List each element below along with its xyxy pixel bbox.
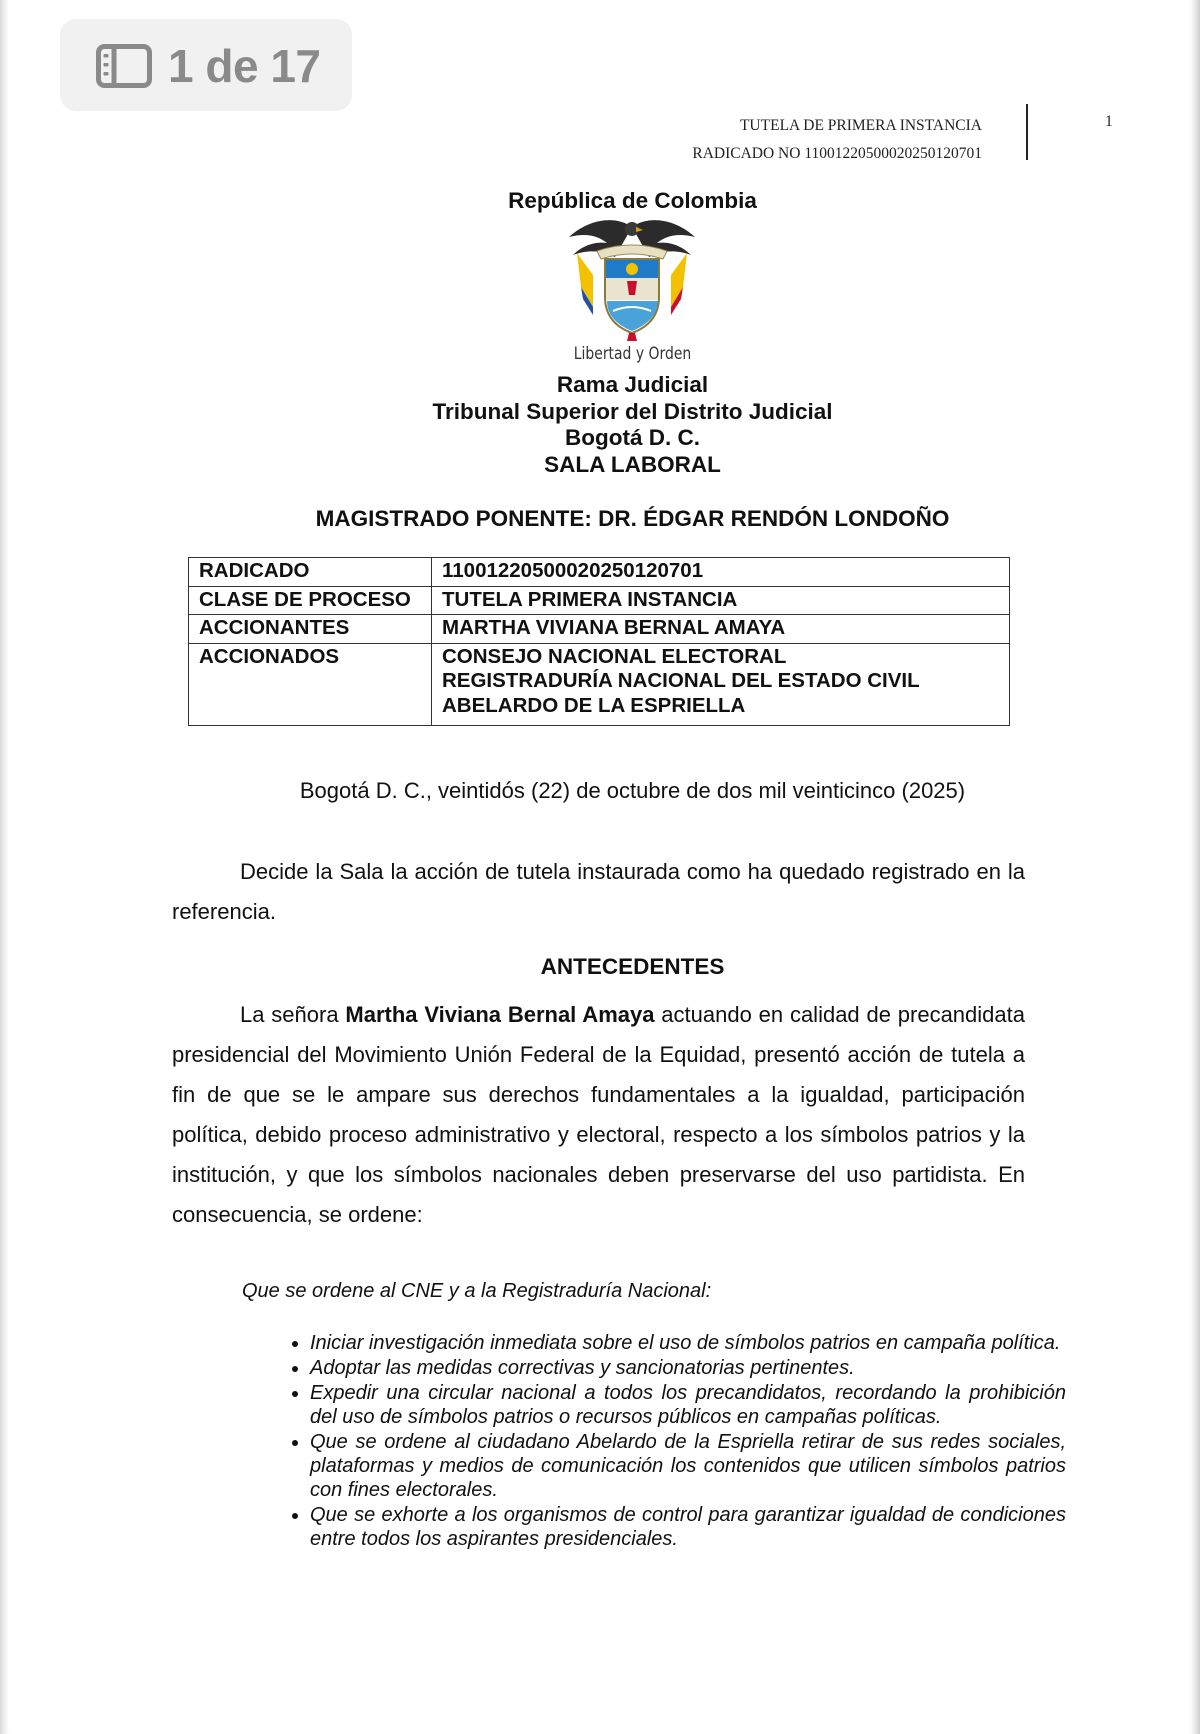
table-row [189,558,1010,587]
list-item: • Iniciar investigación inmediata sobre el uso de símbolos patrios en campaña política. [310,1331,1066,1355]
list-item: • Expedir una circular nacional a todos los precandidatos, recordando la prohibición del uso de símbolos patrios o recursos públicos en campañas políticas. [310,1381,1066,1429]
magistrate-line: MAGISTRADO PONENTE: DR. ÉDGAR RENDÓN LONDOÑO [315,506,950,531]
intro-text: Decide la Sala la acción de tutela instaurada como ha quedado registrado en la referencia. [172,859,1025,924]
table-value: TUTELA PRIMERA INSTANCIA [432,586,1010,615]
court-branch: Rama Judicial [556,372,709,397]
sidebar-icon[interactable] [96,44,152,88]
page-indicator-label: 1 de 17 [168,40,321,92]
table-value-list [432,643,1010,725]
list-item: • Que se ordene al ciudadano Abelardo de la Espriella retirar de sus redes sociales, plataformas y medios de comunicación los contenidos que utilicen símbolos patrios con fines electorales. [310,1430,1066,1502]
case-table [188,557,1010,726]
dateline: Bogotá D. C., veintidós (22) de octubre de dos mil veinticinco (2025) [299,778,966,803]
list-item: • Que se exhorte a los organismos de control para garantizar igualdad de condiciones entre todos los aspirantes presidenciales. [310,1503,1066,1551]
antecedentes-paragraph [172,995,1025,1235]
running-header [692,112,982,168]
page-number: 1 [1105,113,1113,130]
plaintiff-name: Martha Viviana Bernal Amaya [345,1002,655,1027]
orders-list [270,1331,1066,1552]
viewer-left-edge [0,0,9,1734]
intro-paragraph [172,852,1025,932]
section-heading: ANTECEDENTES [540,954,725,979]
national-motto: Libertad y Orden [573,344,692,364]
court-city: Bogotá D. C. [565,425,700,450]
header-divider [1026,104,1028,160]
country-name: República de Colombia [508,188,757,213]
table-row [189,615,1010,644]
header-process-type: TUTELA DE PRIMERA INSTANCIA [739,117,982,134]
court-block [0,372,1200,478]
antecedentes-prefix: La señora [240,1002,339,1027]
respondent: CONSEJO NACIONAL ELECTORAL [442,644,787,668]
page-indicator[interactable] [60,19,352,111]
list-item: • Adoptar las medidas correctivas y sancionatorias pertinentes. [310,1356,1066,1380]
court-chamber: SALA LABORAL [544,451,721,477]
orders-intro: Que se ordene al CNE y a la Registraduría Nacional: [242,1280,712,1302]
court-tribunal: Tribunal Superior del Distrito Judicial [432,398,833,424]
respondent: REGISTRADURÍA NACIONAL DEL ESTADO CIVIL [442,669,920,692]
table-key: RADICADO [189,558,432,587]
coat-of-arms-icon [563,215,701,343]
antecedentes-body: actuando en calidad de precandidata presidencial del Movimiento Unión Federal de la Equidad, presentó acción de tutela a fin de que se le ampare sus derechos fundamentales a la igualdad, participación política, debido proceso administrativo y electoral, respecto a los símbolos patrios y la institución, y que los símbolos nacionales deben preservarse del uso partidista. En consecuencia, se ordene: [172,1002,1025,1227]
table-key: ACCIONADOS [189,643,432,725]
table-key: ACCIONANTES [189,615,432,644]
table-row [189,643,1010,725]
header-radicado: RADICADO NO 11001220500020250120701 [692,145,982,162]
table-key: CLASE DE PROCESO [189,586,432,615]
table-row [189,586,1010,615]
viewer-right-edge [1190,0,1200,1734]
respondent: ABELARDO DE LA ESPRIELLA [442,693,746,717]
table-value: 11001220500020250120701 [432,558,1010,587]
table-value: MARTHA VIVIANA BERNAL AMAYA [432,615,1010,644]
